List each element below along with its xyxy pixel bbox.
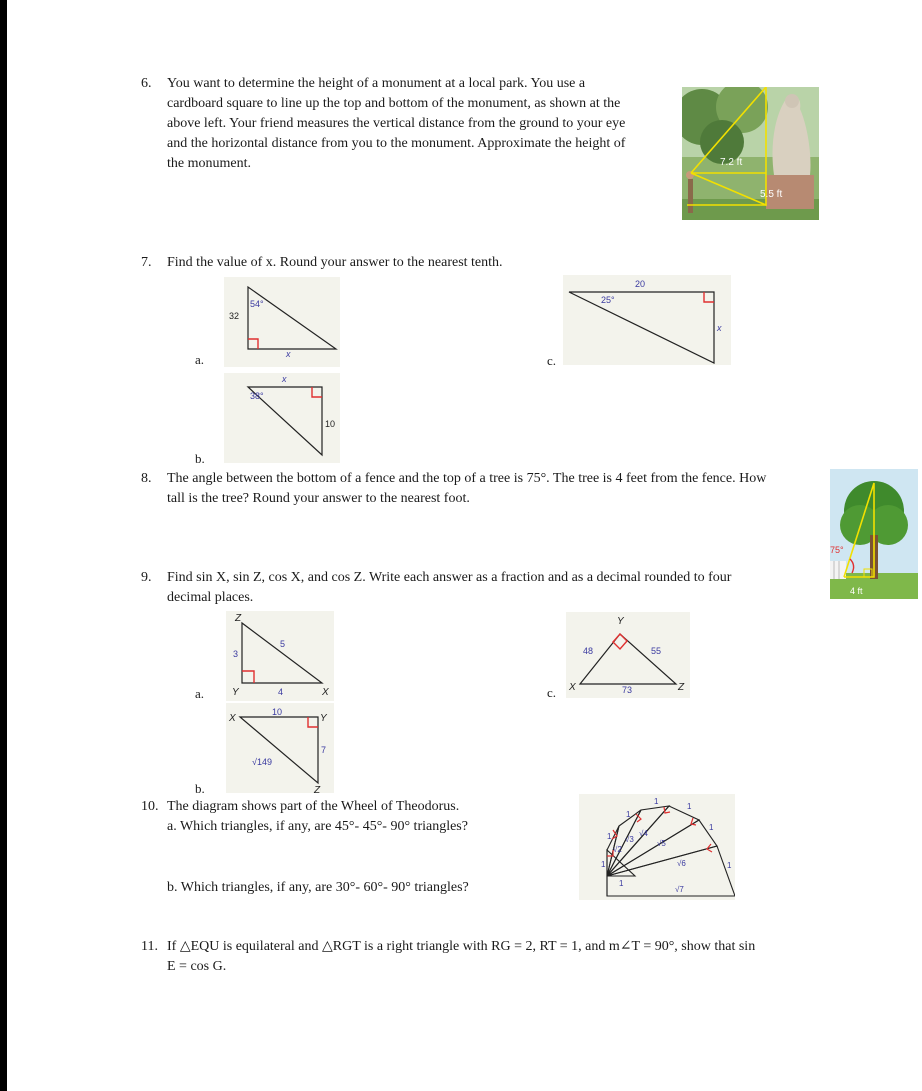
problem-6-line-2: cardboard square to line up the top and bottom of the monument, as shown at the xyxy=(167,96,621,111)
triangle-9c-side-xy: 48 xyxy=(583,646,594,656)
triangle-9a-side-zx: 5 xyxy=(280,639,286,649)
wheel-hyp-r6: √6 xyxy=(677,859,686,868)
triangle-9c-side-xz: 73 xyxy=(622,685,633,695)
wheel-side-1h: 1 xyxy=(619,879,624,888)
triangle-9a-vertex-x: X xyxy=(322,687,329,698)
tree-fence-image xyxy=(830,469,918,599)
wheel-hyp-r2: √2 xyxy=(613,845,622,854)
triangle-9b xyxy=(226,703,334,793)
problem-8-line-1: The angle between the bottom of a fence and the top of a tree is 75°. The tree is 4 feet from the fence. How xyxy=(167,471,767,486)
monument-vertical-label: 5.5 ft xyxy=(760,189,783,200)
triangle-9b-vertex-x: X xyxy=(229,713,236,724)
problem-10-title: The diagram shows part of the Wheel of Theodorus. xyxy=(167,799,460,814)
triangle-7a-angle: 54° xyxy=(250,299,264,309)
triangle-7b-side: 10 xyxy=(325,419,336,429)
problem-7a-label: a. xyxy=(195,352,205,367)
triangle-9b-vertex-z: Z xyxy=(314,785,321,793)
triangle-9c xyxy=(566,612,690,698)
left-edge-bar xyxy=(0,0,7,1091)
problem-9b-label: b. xyxy=(195,781,205,796)
tree-angle-label: 75° xyxy=(830,545,844,555)
triangle-9c-vertex-x: X xyxy=(569,682,576,693)
problem-9a-label: a. xyxy=(195,686,205,701)
triangle-7a-side: 32 xyxy=(229,311,240,321)
wheel-hyp-r3: √3 xyxy=(625,835,634,844)
triangle-7c-side: 20 xyxy=(635,279,646,289)
triangle-9c-vertex-y: Y xyxy=(617,616,624,627)
problem-10-question-b: b. Which triangles, if any, are 30°- 60°- 90° triangles? xyxy=(167,880,469,895)
problem-6-line-4: and the horizontal distance from you to the monument. Approximate the height of xyxy=(167,136,626,151)
triangle-7b-angle: 38° xyxy=(250,391,264,401)
problem-6-line-3: above left. Your friend measures the vertical distance from the ground to your eye xyxy=(167,116,626,131)
problem-8-line-2: tall is the tree? Round your answer to the nearest foot. xyxy=(167,491,470,506)
problem-11-number: 11. xyxy=(141,939,158,954)
triangle-7c-angle: 25° xyxy=(601,295,615,305)
wheel-side-1g: 1 xyxy=(727,861,732,870)
wheel-side-1b: 1 xyxy=(607,832,612,841)
triangle-9b-side-xy: 10 xyxy=(272,707,283,717)
wheel-hyp-r5: √5 xyxy=(657,839,666,848)
wheel-side-1c: 1 xyxy=(626,810,631,819)
problem-10-question-a: a. Which triangles, if any, are 45°- 45°- 90° triangles? xyxy=(167,819,468,834)
triangle-9a-side-yx: 4 xyxy=(278,687,284,697)
triangle-9a-side-zy: 3 xyxy=(233,649,239,659)
triangle-9b-side-yz: 7 xyxy=(321,745,327,755)
triangle-7c-x: x xyxy=(717,323,722,333)
wheel-side-1a: 1 xyxy=(601,860,606,869)
problem-8-number: 8. xyxy=(141,471,152,486)
problem-7b-label: b. xyxy=(195,451,205,466)
problem-9c-label: c. xyxy=(547,685,557,700)
wheel-side-1f: 1 xyxy=(709,823,714,832)
monument-photo xyxy=(682,87,819,220)
problem-9-number: 9. xyxy=(141,570,152,585)
problem-10-number: 10. xyxy=(141,799,159,814)
problem-7-text: Find the value of x. Round your answer to the nearest tenth. xyxy=(167,255,503,270)
problem-6-line-5: the monument. xyxy=(167,156,251,171)
wheel-hyp-r7: √7 xyxy=(675,885,684,894)
triangle-7c xyxy=(563,275,731,365)
triangle-7a-x: x xyxy=(286,349,291,359)
triangle-7b-x: x xyxy=(282,374,287,384)
triangle-9b-side-xz: √149 xyxy=(252,757,272,767)
triangle-9b-vertex-y: Y xyxy=(320,713,327,724)
problem-11-line-2: E = cos G. xyxy=(167,959,227,974)
wheel-side-1d: 1 xyxy=(654,797,659,806)
wheel-of-theodorus xyxy=(579,794,735,900)
triangle-9a xyxy=(226,611,334,701)
triangle-7b xyxy=(224,373,340,463)
tree-distance-label: 4 ft xyxy=(850,586,863,596)
problem-9-line-1: Find sin X, sin Z, cos X, and cos Z. Write each answer as a fraction and as a decimal rounded to four xyxy=(167,570,732,585)
monument-horizontal-label: 7.2 ft xyxy=(720,157,743,168)
problem-6-number: 6. xyxy=(141,76,152,91)
wheel-side-1e: 1 xyxy=(687,802,692,811)
triangle-9a-vertex-y: Y xyxy=(232,687,239,698)
problem-7c-label: c. xyxy=(547,353,557,368)
problem-7-number: 7. xyxy=(141,255,152,270)
triangle-9a-vertex-z: Z xyxy=(235,613,242,624)
triangle-7a xyxy=(224,277,340,367)
triangle-9c-side-yz: 55 xyxy=(651,646,662,656)
problem-11-line-1: If △EQU is equilateral and △RGT is a right triangle with RG = 2, RT = 1, and m∠T = 90°, show that sin xyxy=(167,939,756,954)
wheel-hyp-r4: √4 xyxy=(639,829,648,838)
problem-6-line-1: You want to determine the height of a monument at a local park. You use a xyxy=(167,76,586,91)
problem-9-line-2: decimal places. xyxy=(167,590,254,605)
triangle-9c-vertex-z: Z xyxy=(678,682,685,693)
